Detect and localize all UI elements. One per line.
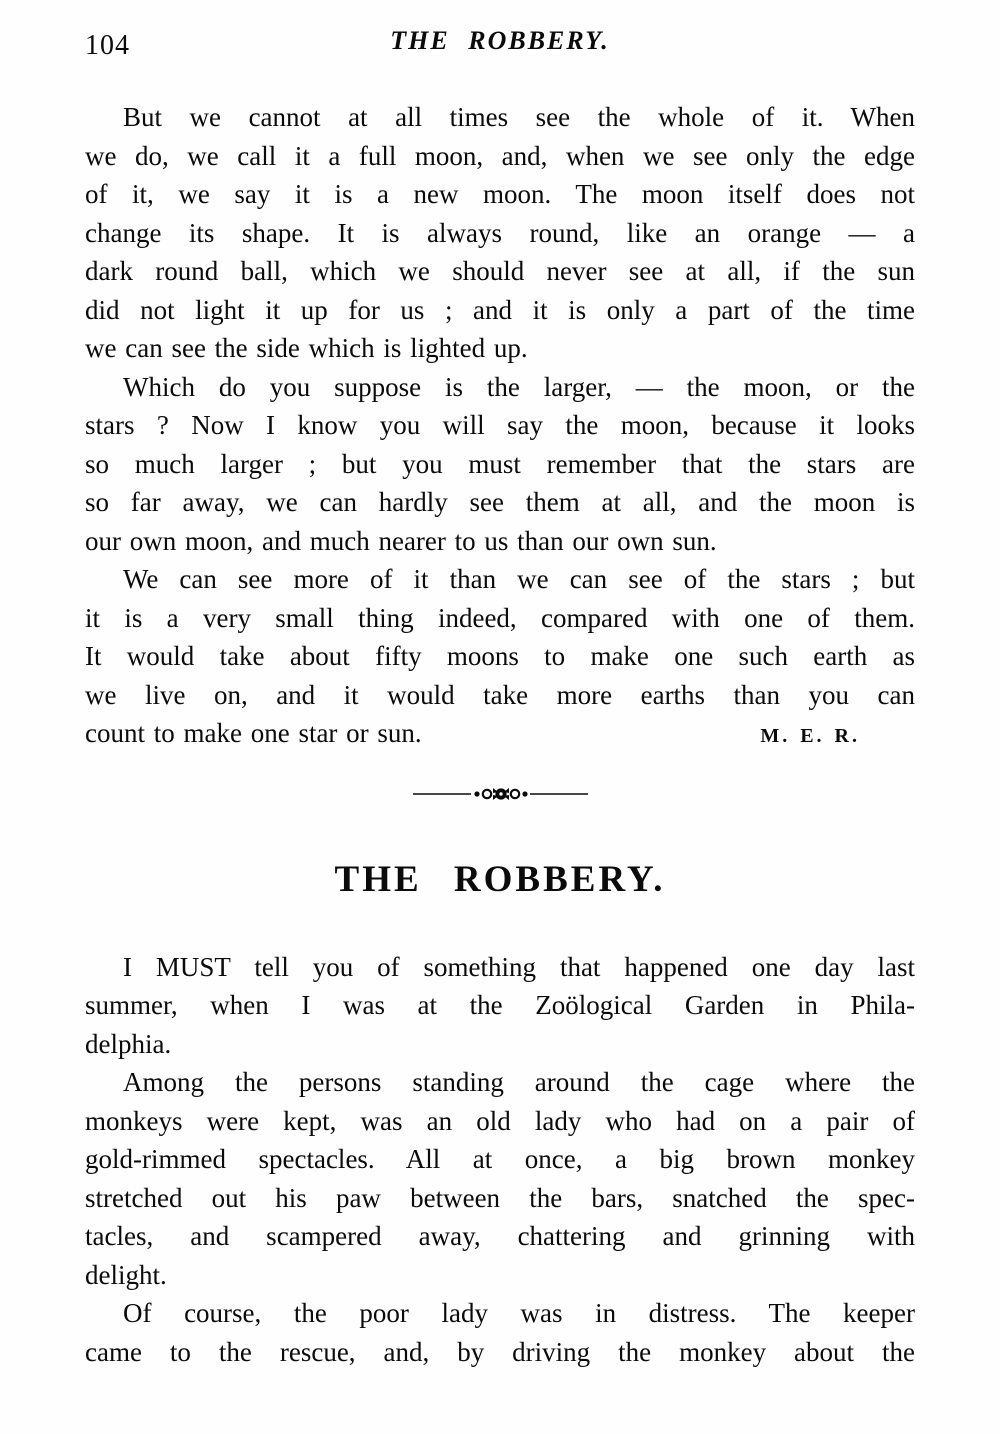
text-line: of it, we say it is a new moon. The moon itself does not	[85, 179, 915, 209]
text-line: summer, when I was at the Zoölogical Garden in Phila-	[85, 990, 915, 1020]
robbery-text-block	[85, 948, 915, 1372]
text-line: change its shape. It is always round, like an orange — a	[85, 217, 915, 248]
text-line: we do, we call it a full moon, and, when we see only the edge	[85, 140, 915, 171]
section-divider	[85, 784, 915, 804]
page-header	[85, 26, 915, 68]
text-line: we can see the side which is lighted up.	[85, 333, 528, 363]
text-line: delphia.	[85, 1028, 172, 1059]
text-line: We can see more of it than we can see of the stars ; but	[123, 564, 915, 594]
text-line: gold-rimmed spectacles. All at once, a big brown monkey	[85, 1144, 915, 1174]
text-line: so far away, we can hardly see them at all, and the moon is	[85, 487, 915, 517]
text-line: it is a very small thing indeed, compared with one of them.	[85, 602, 915, 633]
running-header: THE ROBBERY.	[390, 26, 610, 55]
text-line	[85, 714, 915, 756]
text-line: came to the rescue, and, by driving the monkey about the	[85, 1336, 915, 1367]
text-line: Which do you suppose is the larger, — the moon, or the	[123, 371, 915, 402]
text-line: we live on, and it would take more earths than you can	[85, 679, 915, 710]
page-number: 104	[85, 30, 130, 61]
text-line: stretched out his paw between the bars, snatched the spec-	[85, 1182, 915, 1213]
text-line: Of course, the poor lady was in distress. The keeper	[123, 1298, 915, 1328]
text-line: did not light it up for us ; and it is only a part of the time	[85, 294, 915, 325]
text-line: so much larger ; but you must remember that the stars are	[85, 448, 915, 479]
printer-ornament-icon	[413, 785, 588, 803]
text-line: Among the persons standing around the cage where the	[123, 1067, 915, 1097]
text-line: I MUST tell you of something that happened one day last	[123, 951, 915, 982]
moon-text-block	[85, 98, 915, 756]
text-line-content: count to make one star or sun.	[85, 718, 422, 748]
text-line: But we cannot at all times see the whole of it. When	[123, 102, 915, 132]
chapter-title: THE ROBBERY.	[334, 858, 666, 900]
text-line: dark round ball, which we should never see at all, if the sun	[85, 256, 915, 286]
text-line: delight.	[85, 1259, 167, 1290]
text-line: It would take about fifty moons to make one such earth as	[85, 641, 915, 671]
text-line: our own moon, and much nearer to us than our own sun.	[85, 525, 717, 556]
author-initials: M. E. R.	[760, 725, 860, 747]
text-line: tacles, and scampered away, chattering and grinning with	[85, 1221, 915, 1251]
text-line: monkeys were kept, was an old lady who had on a pair of	[85, 1105, 915, 1136]
text-line: stars ? Now I know you will say the moon, because it looks	[85, 410, 915, 440]
